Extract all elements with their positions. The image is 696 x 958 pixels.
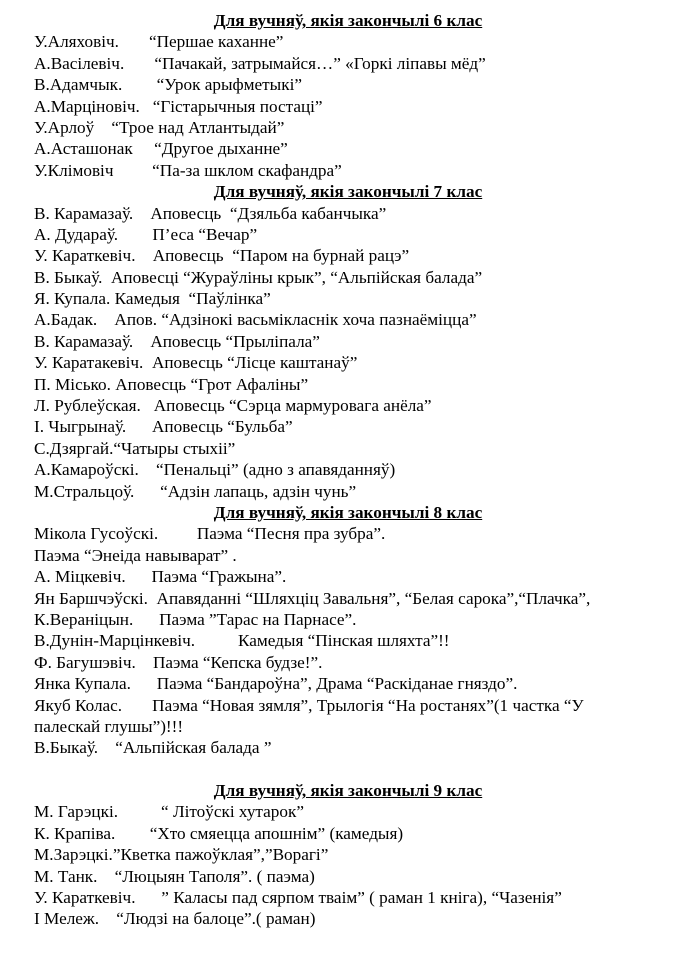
- author-name: М. Танк.: [34, 866, 98, 886]
- author-name: І Мележ.: [34, 909, 100, 929]
- book-entry: [0, 160, 696, 181]
- section-heading: Для вучняў, якія закончылі 7 клас: [213, 182, 483, 202]
- separator-space: [134, 482, 160, 501]
- work-title: Аповесць “Сэрца мармуровага анёла”: [153, 396, 432, 416]
- book-entry: [0, 309, 696, 330]
- work-title: “Пачакай, затрымайся…” «Горкі ліпавы мёд”: [154, 53, 486, 73]
- work-title: “Люцыян Таполя”. ( паэма): [114, 866, 315, 886]
- work-title: Апавяданні “Шляхціц Завальня”, “Белая сарока”,“Плачка”,: [156, 588, 591, 608]
- work-title: Аповесць “Паром на бурнай рацэ”: [152, 246, 410, 266]
- separator-space: [148, 589, 157, 608]
- separator-space: [136, 246, 153, 265]
- work-title: “Чатыры стыхіі”: [113, 438, 236, 458]
- separator-space: [118, 225, 152, 244]
- separator-space: [113, 161, 152, 180]
- work-title: “ Літоўскі хутарок”: [161, 802, 304, 822]
- author-name: Янка Купала.: [34, 674, 131, 694]
- separator-space: [98, 738, 115, 757]
- book-entry: [0, 352, 696, 373]
- book-entry: [0, 737, 696, 758]
- book-entry: [0, 588, 696, 609]
- author-name: А.Асташонак: [34, 139, 133, 159]
- book-entry: [0, 31, 696, 52]
- separator-space: [133, 332, 150, 351]
- book-entry: [0, 267, 696, 288]
- separator-space: [126, 567, 152, 586]
- blank-line: [0, 759, 696, 780]
- text-line: палескай глушы”)!!!: [34, 716, 184, 736]
- section-heading: Для вучняў, якія закончылі 9 клас: [213, 781, 483, 801]
- book-entry: [0, 395, 696, 416]
- author-name: С.Дзяргай.: [34, 438, 114, 458]
- book-entry: [0, 823, 696, 844]
- book-entry: [0, 459, 696, 480]
- book-entry: [0, 630, 696, 651]
- author-name: П. Місько.: [34, 374, 111, 394]
- author-name: Якуб Колас.: [34, 695, 123, 715]
- work-title: Аповесць “Лісце каштанаў”: [151, 353, 358, 373]
- separator-space: [139, 460, 156, 479]
- author-name: К. Крапіва.: [34, 823, 116, 843]
- work-title: П’еса “Вечар”: [152, 224, 258, 244]
- book-entry: [0, 866, 696, 887]
- book-entry: [0, 609, 696, 630]
- book-entry: [0, 96, 696, 117]
- separator-space: [97, 867, 114, 886]
- book-entry: [0, 908, 696, 929]
- author-name: К.Вераніцын.: [34, 609, 134, 629]
- separator-space: [140, 97, 153, 116]
- work-title: Аповесць “Бульба”: [152, 417, 293, 437]
- book-entry: [0, 138, 696, 159]
- book-entry: [0, 695, 696, 716]
- separator-space: [126, 417, 152, 436]
- author-name: Ф. Багушэвіч.: [34, 652, 136, 672]
- book-entry: [0, 416, 696, 437]
- book-entry: [0, 438, 696, 459]
- work-title: Паэма “Песня пра зубра”.: [196, 524, 386, 544]
- work-title: “Хто смяецца апошнім” (камедыя): [149, 823, 404, 843]
- author-name: В. Быкаў.: [34, 267, 103, 287]
- text-line: Паэма “Энеіда навыварат” .: [34, 545, 237, 565]
- work-title: Камедыя “Паўлінка”: [114, 289, 271, 309]
- work-title: Паэма “Бандароўна”, Драма “Раскіданае гняздо”.: [156, 674, 518, 694]
- author-name: А.Бадак.: [34, 310, 98, 330]
- work-title: “Гістарычныя постаці”: [152, 96, 323, 116]
- author-name: А. Дудараў.: [34, 224, 119, 244]
- author-name: У. Караткевіч.: [34, 246, 136, 266]
- work-title: Паэма “Гражына”.: [151, 567, 287, 587]
- section-heading: Для вучняў, якія закончылі 8 клас: [213, 502, 483, 522]
- work-title: Апов. “Адзінокі васьмікласнік хоча пазнаёміцца”: [114, 310, 477, 330]
- separator-space: [118, 802, 161, 821]
- author-name: В. Карамазаў.: [34, 203, 134, 223]
- book-entry: [0, 117, 696, 138]
- author-name: У.Аляховіч.: [34, 32, 119, 52]
- work-title: Паэма “Новая зямля”, Трылогія “На ростанях”(1 частка “У: [152, 695, 584, 715]
- author-name: І. Чыгрынаў.: [34, 417, 127, 437]
- separator-space: [124, 54, 154, 73]
- separator-space: [122, 696, 152, 715]
- author-name: Я. Купала.: [34, 289, 111, 309]
- separator-space: [133, 610, 159, 629]
- work-title: “Трое над Атлантыдай”: [111, 117, 285, 137]
- book-entry: [0, 288, 696, 309]
- separator-space: [94, 118, 111, 137]
- work-title: Аповесць “Грот Афаліны”: [115, 374, 309, 394]
- work-title: “Альпійская балада ”: [115, 738, 272, 758]
- book-entry: [0, 481, 696, 502]
- work-title: “Па-за шклом скафандра”: [152, 160, 342, 180]
- author-name: У. Караткевіч.: [34, 888, 136, 908]
- section-heading: Для вучняў, якія закончылі 6 клас: [213, 11, 483, 30]
- book-entry: [0, 374, 696, 395]
- book-entry: [0, 331, 696, 352]
- separator-space: [136, 888, 162, 907]
- work-title: Камедыя “Пінская шляхта”!!: [238, 631, 450, 651]
- work-title: Аповесць “Прыліпала”: [150, 331, 320, 351]
- separator-space: [99, 909, 116, 928]
- separator-space: [133, 204, 150, 223]
- author-name: А.Марціновіч.: [34, 96, 140, 116]
- book-entry: [0, 801, 696, 822]
- separator-space: [122, 75, 156, 94]
- work-title: “Пенальці” (адно з апавяданняў): [155, 460, 396, 480]
- book-entry: [0, 887, 696, 908]
- book-entry: [0, 523, 696, 544]
- separator-space: [158, 524, 197, 543]
- book-entry: [0, 566, 696, 587]
- work-title: ” Каласы пад сярпом тваім” ( раман 1 кніга), “Чазенія”: [161, 888, 562, 908]
- book-entry: [0, 652, 696, 673]
- author-name: А.Камароўскі.: [34, 460, 139, 480]
- author-name: А.Васілевіч.: [34, 53, 125, 73]
- separator-space: [115, 824, 149, 843]
- author-name: М.Стральцоў.: [34, 481, 135, 501]
- author-name: В.Дунін-Марцінкевіч.: [34, 631, 196, 651]
- author-name: У.Арлоў: [34, 117, 95, 137]
- work-title: Паэма “Кепска будзе!”.: [152, 652, 323, 672]
- separator-space: [119, 32, 149, 51]
- separator-space: [136, 653, 153, 672]
- reading-list-document: [0, 10, 696, 930]
- book-entry: [0, 74, 696, 95]
- work-title: Аповесці “Жураўліны крык”, “Альпійская балада”: [110, 267, 483, 287]
- work-title: “Адзін лапаць, адзін чунь”: [160, 481, 357, 501]
- work-title: “Людзі на балоце”.( раман): [116, 909, 316, 929]
- work-title: ”Кветка пажоўклая”,”Ворагі”: [112, 845, 329, 865]
- author-name: М. Гарэцкі.: [34, 802, 119, 822]
- author-name: В.Быкаў.: [34, 738, 99, 758]
- work-title: “Урок арыфметыкі”: [156, 75, 302, 95]
- book-entry: [0, 673, 696, 694]
- author-name: У.Клімовіч: [34, 160, 114, 180]
- book-entry: [0, 203, 696, 224]
- author-name: В. Карамазаў.: [34, 331, 134, 351]
- author-name: А. Міцкевіч.: [34, 567, 126, 587]
- separator-space: [195, 631, 238, 650]
- separator-space: [97, 310, 114, 329]
- author-name: Ян Баршчэўскі.: [34, 588, 148, 608]
- work-title: Паэма ”Тарас на Парнасе”.: [159, 609, 357, 629]
- separator-space: [131, 674, 157, 693]
- author-name: В.Адамчык.: [34, 75, 123, 95]
- book-entry: [0, 245, 696, 266]
- work-title: “Першае каханне”: [149, 32, 284, 52]
- author-name: У. Каратакевіч.: [34, 353, 144, 373]
- separator-space: [102, 268, 111, 287]
- book-entry: [0, 53, 696, 74]
- author-name: М.Зарэцкі.: [34, 845, 113, 865]
- work-title: “Другое дыханне”: [154, 139, 288, 159]
- book-entry: [0, 224, 696, 245]
- work-title: Аповесць “Дзяльба кабанчыка”: [150, 203, 387, 223]
- separator-space: [143, 353, 152, 372]
- author-name: Мікола Гусоўскі.: [34, 524, 159, 544]
- book-entry: [0, 844, 696, 865]
- separator-space: [133, 139, 154, 158]
- author-name: Л. Рублеўская.: [34, 396, 141, 416]
- separator-space: [141, 396, 154, 415]
